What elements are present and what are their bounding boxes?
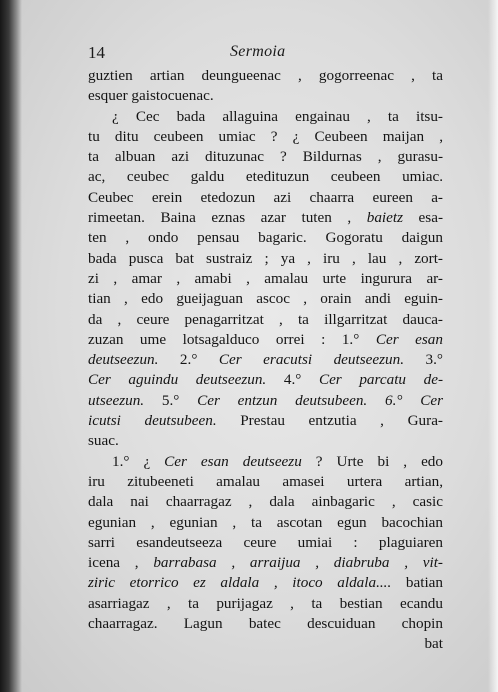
text-line bbox=[88, 330, 443, 350]
text-segment: 1.° ¿ bbox=[112, 452, 165, 470]
text-line bbox=[88, 431, 443, 451]
italic-text-segment: barrabasa , arraijua , diabruba , vit- bbox=[153, 554, 443, 572]
running-title: Sermoia bbox=[230, 43, 286, 60]
text-line bbox=[88, 370, 443, 390]
body-text bbox=[88, 66, 443, 655]
text-segment: egunian , egunian , ta ascotan egun bacochian bbox=[88, 513, 443, 531]
italic-text-segment: Cer entzun deutsubeen. 6.° Cer bbox=[197, 391, 443, 409]
text-segment: ac, ceubec galdu etedituzun ceubeen umiac. bbox=[88, 168, 443, 186]
italic-text-segment: Cer aguindu deutseezun. bbox=[88, 371, 267, 389]
text-segment: iru zitubeeneti amalau amasei urtera artian, bbox=[88, 472, 443, 490]
page-edge bbox=[488, 0, 498, 692]
text-line bbox=[88, 127, 443, 147]
text-segment: zi , amar , amabi , amalau urte ingurura ar- bbox=[88, 269, 443, 287]
text-segment: ? Urte bi , edo bbox=[301, 452, 443, 470]
text-line bbox=[88, 573, 443, 593]
page-number: 14 bbox=[88, 43, 105, 62]
text-segment: ta albuan azi dituzunac ? Bildurnas , gurasu- bbox=[88, 148, 443, 166]
text-segment: sarri esandeutseeza ceure umiai : plaguiaren bbox=[88, 533, 443, 551]
running-head bbox=[88, 43, 440, 65]
text-segment: 2.° bbox=[158, 351, 219, 369]
text-segment: tian , edo gueijaguan ascoc , orain andi eguin- bbox=[88, 290, 443, 308]
text-segment: Prestau entzutia , Gura- bbox=[216, 412, 443, 430]
text-segment: asarriagaz , ta purijagaz , ta bestian ecandu bbox=[88, 594, 443, 612]
italic-text-segment: Cer eracutsi deutseezun. bbox=[218, 351, 405, 369]
text-segment: ¿ Cec bada allaguina engainau , ta itsu- bbox=[112, 107, 443, 125]
italic-text-segment: Cer parcatu de- bbox=[318, 371, 444, 389]
text-segment: 4.° bbox=[266, 371, 319, 389]
page-gutter-shadow bbox=[0, 0, 22, 692]
text-line bbox=[88, 249, 443, 269]
text-line bbox=[88, 66, 443, 86]
text-segment: 5.° bbox=[144, 391, 198, 409]
text-segment: dala nai chaarragaz , dala ainbagaric , casic bbox=[88, 493, 443, 511]
text-line bbox=[88, 452, 443, 472]
text-segment: batian bbox=[391, 574, 444, 592]
italic-text-segment: baietz bbox=[366, 209, 404, 227]
text-segment: ten , ondo pensau bagaric. Gogoratu daigun bbox=[88, 229, 443, 247]
italic-text-segment: utseezun. bbox=[88, 391, 145, 409]
text-segment: esa- bbox=[403, 209, 443, 227]
text-segment: 3.° bbox=[404, 351, 443, 369]
text-segment: suac. bbox=[88, 432, 119, 450]
italic-text-segment: Cer esan bbox=[375, 330, 443, 348]
text-line bbox=[88, 513, 443, 533]
text-line bbox=[88, 614, 443, 634]
text-segment: bada pusca bat sustraiz ; ya , iru , lau , zort- bbox=[88, 249, 443, 267]
text-line bbox=[88, 553, 443, 573]
text-line bbox=[88, 350, 443, 370]
text-line bbox=[88, 86, 443, 106]
text-line bbox=[88, 472, 443, 492]
text-segment: esquer gaistocuenac. bbox=[88, 87, 214, 105]
text-segment: bat bbox=[424, 635, 443, 653]
text-line bbox=[88, 147, 443, 167]
italic-text-segment: ziric etorrico ez aldala , itoco aldala.... bbox=[88, 574, 392, 592]
text-line bbox=[88, 167, 443, 187]
text-line bbox=[88, 634, 443, 654]
text-line bbox=[88, 188, 443, 208]
text-segment: rimeetan. Baina eznas azar tuten , bbox=[88, 209, 367, 227]
text-segment: da , ceure penagarritzat , ta illgarritzat dauca- bbox=[88, 310, 443, 328]
text-line bbox=[88, 208, 443, 228]
italic-text-segment: deutseezun. bbox=[88, 351, 159, 369]
text-line bbox=[88, 228, 443, 248]
text-segment: Ceubec erein etedozun azi chaarra eureen a- bbox=[88, 188, 443, 206]
italic-text-segment: icutsi deutsubeen. bbox=[88, 412, 217, 430]
text-line bbox=[88, 310, 443, 330]
text-line bbox=[88, 533, 443, 553]
text-line bbox=[88, 411, 443, 431]
text-segment: icena , bbox=[88, 554, 154, 572]
text-segment: guztien artian deungueenac , gogorreenac , ta bbox=[88, 67, 443, 84]
italic-text-segment: Cer esan deutseezu bbox=[164, 452, 302, 470]
text-line bbox=[88, 594, 443, 614]
text-line bbox=[88, 391, 443, 411]
text-segment: chaarragaz. Lagun batec descuiduan chopin bbox=[88, 615, 443, 633]
text-line bbox=[88, 107, 443, 127]
text-line bbox=[88, 289, 443, 309]
text-segment: tu ditu ceubeen umiac ? ¿ Ceubeen maijan , bbox=[88, 127, 443, 145]
text-line bbox=[88, 492, 443, 512]
text-line bbox=[88, 269, 443, 289]
text-segment: zuzan ume lotsagalduco orrei : 1.° bbox=[88, 330, 376, 348]
